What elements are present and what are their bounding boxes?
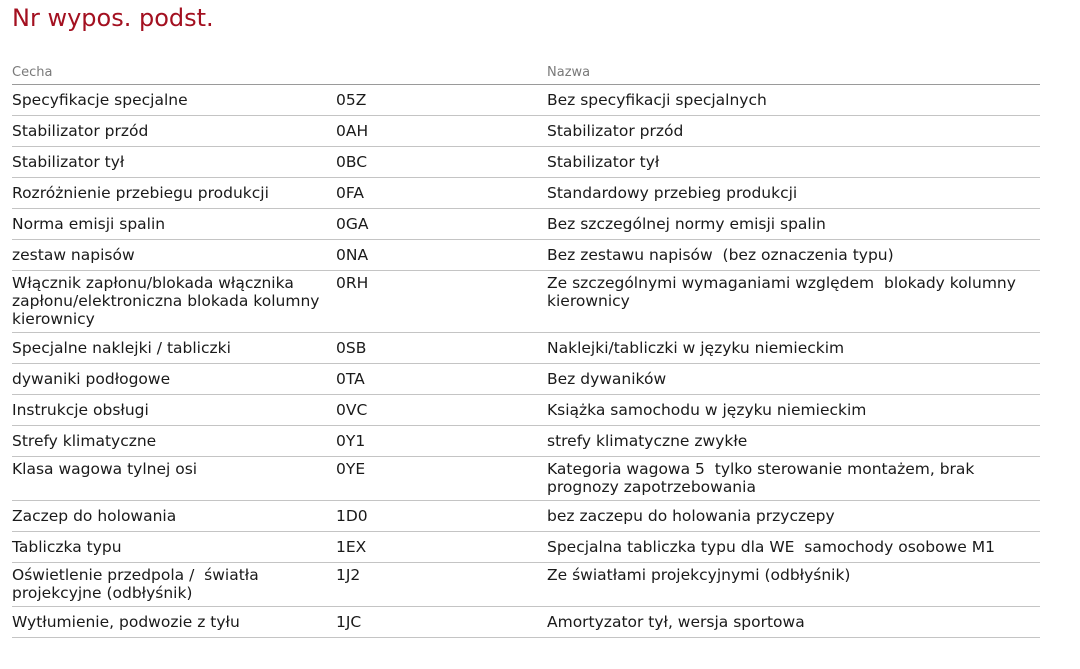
table-header-row (12, 60, 1040, 85)
table-row (12, 178, 1040, 209)
name-cell: Specjalna tabliczka typu dla WE samochody osobowe M1 (547, 532, 1040, 563)
table-row (12, 209, 1040, 240)
code-cell: 05Z (336, 85, 547, 116)
table-row (12, 395, 1040, 426)
name-cell: Bez dywaników (547, 364, 1040, 395)
table-row (12, 501, 1040, 532)
code-cell: 0NA (336, 240, 547, 271)
equipment-table (12, 60, 1040, 638)
code-cell: 0SB (336, 333, 547, 364)
table-row (12, 607, 1040, 638)
name-cell: bez zaczepu do holowania przyczepy (547, 501, 1040, 532)
name-cell: Bez zestawu napisów (bez oznaczenia typu) (547, 240, 1040, 271)
code-cell: 1J2 (336, 563, 547, 607)
code-cell: 0VC (336, 395, 547, 426)
code-cell: 1D0 (336, 501, 547, 532)
feature-cell: Oświetlenie przedpola / światła projekcyjne (odbłyśnik) (12, 563, 336, 607)
code-cell: 0GA (336, 209, 547, 240)
table-row (12, 426, 1040, 457)
table-row (12, 271, 1040, 333)
table-row (12, 240, 1040, 271)
code-cell: 1EX (336, 532, 547, 563)
table-row (12, 563, 1040, 607)
name-cell: Bez specyfikacji specjalnych (547, 85, 1040, 116)
feature-cell: dywaniki podłogowe (12, 364, 336, 395)
feature-cell: Stabilizator przód (12, 116, 336, 147)
feature-cell: Specyfikacje specjalne (12, 85, 336, 116)
name-cell: Amortyzator tył, wersja sportowa (547, 607, 1040, 638)
page-title: Nr wypos. podst. (12, 4, 214, 32)
name-cell: Ze szczególnymi wymaganiami względem blokady kolumny kierownicy (547, 271, 1040, 333)
table-row (12, 85, 1040, 116)
name-cell: Stabilizator przód (547, 116, 1040, 147)
column-header-code (336, 60, 547, 85)
name-cell: Ze światłami projekcyjnymi (odbłyśnik) (547, 563, 1040, 607)
code-cell: 0Y1 (336, 426, 547, 457)
feature-cell: Rozróżnienie przebiegu produkcji (12, 178, 336, 209)
feature-cell: Specjalne naklejki / tabliczki (12, 333, 336, 364)
feature-cell: Klasa wagowa tylnej osi (12, 457, 336, 501)
code-cell: 0RH (336, 271, 547, 333)
table-row (12, 364, 1040, 395)
name-cell: Bez szczególnej normy emisji spalin (547, 209, 1040, 240)
feature-cell: Tabliczka typu (12, 532, 336, 563)
table-row (12, 457, 1040, 501)
name-cell: Standardowy przebieg produkcji (547, 178, 1040, 209)
table-row (12, 116, 1040, 147)
name-cell: Książka samochodu w języku niemieckim (547, 395, 1040, 426)
feature-cell: zestaw napisów (12, 240, 336, 271)
code-cell: 0FA (336, 178, 547, 209)
code-cell: 0YE (336, 457, 547, 501)
code-cell: 1JC (336, 607, 547, 638)
name-cell: Kategoria wagowa 5 tylko sterowanie montażem, brak prognozy zapotrzebowania (547, 457, 1040, 501)
code-cell: 0AH (336, 116, 547, 147)
code-cell: 0BC (336, 147, 547, 178)
code-cell: 0TA (336, 364, 547, 395)
column-header-feature: Cecha (12, 60, 336, 85)
table-row (12, 532, 1040, 563)
table-row (12, 147, 1040, 178)
column-header-name: Nazwa (547, 60, 1040, 85)
feature-cell: Włącznik zapłonu/blokada włącznika zapłonu/elektroniczna blokada kolumny kierownicy (12, 271, 336, 333)
feature-cell: Stabilizator tył (12, 147, 336, 178)
feature-cell: Instrukcje obsługi (12, 395, 336, 426)
name-cell: Naklejki/tabliczki w języku niemieckim (547, 333, 1040, 364)
feature-cell: Wytłumienie, podwozie z tyłu (12, 607, 336, 638)
feature-cell: Norma emisji spalin (12, 209, 336, 240)
table-row (12, 333, 1040, 364)
feature-cell: Strefy klimatyczne (12, 426, 336, 457)
name-cell: strefy klimatyczne zwykłe (547, 426, 1040, 457)
table-body (12, 85, 1040, 638)
name-cell: Stabilizator tył (547, 147, 1040, 178)
feature-cell: Zaczep do holowania (12, 501, 336, 532)
